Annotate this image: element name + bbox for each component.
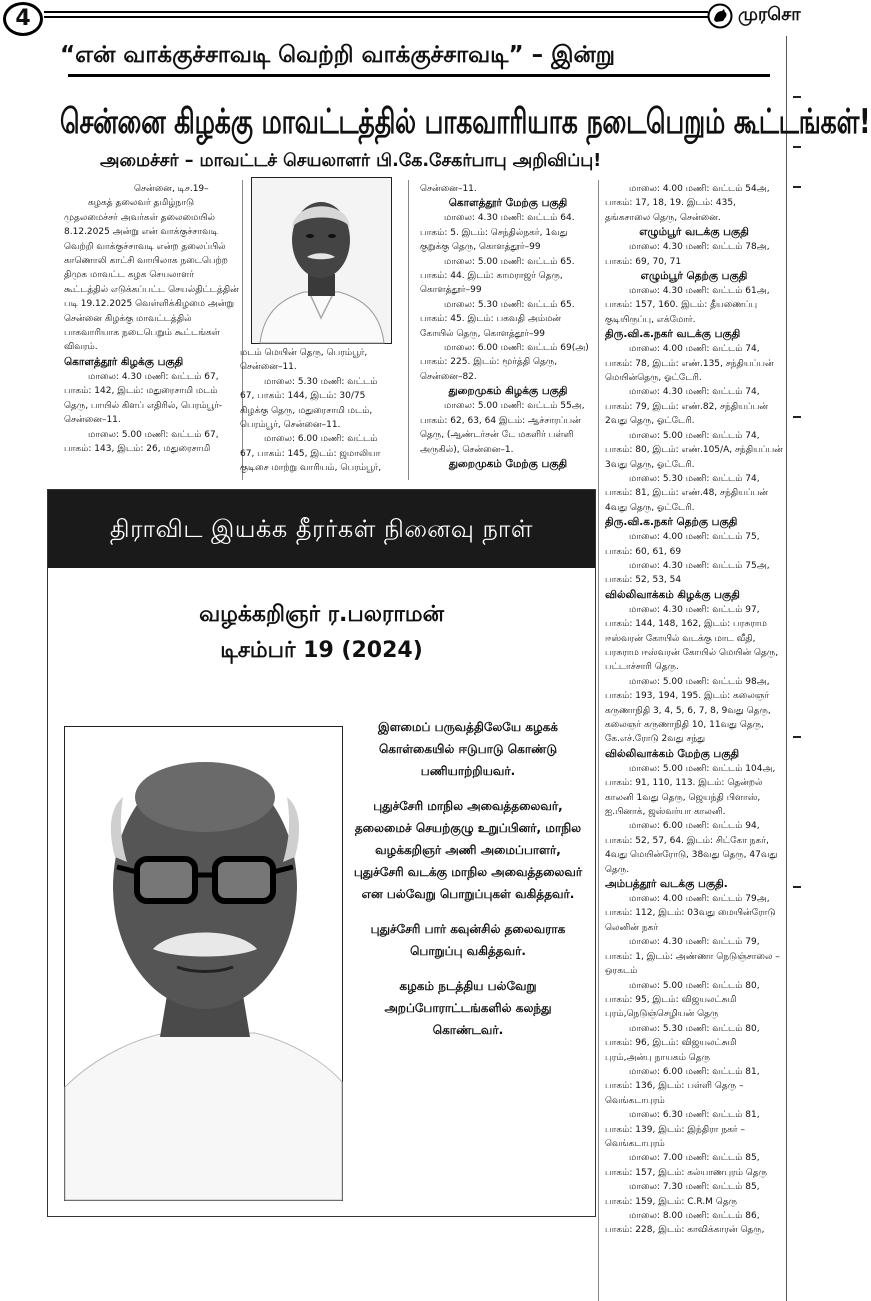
schedule-entry: மாலை: 5.00 மணி: வட்டம் 80, பாகம்: 95, இடம்: விஜயலட்சுமி புரம்,நெடுஞ்செழியன் தெரு <box>605 980 760 1020</box>
section-heading: கொளத்தூர் கிழக்கு பகுதி <box>64 355 184 368</box>
section-heading: வில்லிவாக்கம் கிழக்கு பகுதி <box>605 588 740 601</box>
memorial-biography <box>353 716 583 1054</box>
schedule-entry: மாலை: 4.30 மணி: வட்டம் 78அ, பாகம்: 69, 70, 71 <box>605 242 770 267</box>
sub-headline: அமைச்சர் – மாவட்டச் செயலாளர் பி.கே.சேகர்பாபு அறிவிப்பு! <box>100 151 602 171</box>
schedule-entry: மாலை: 4.00 மணி: வட்டம் 74, பாகம்: 78, இடம்: எண்.135, சந்தியப்பன் மெயின்தெரு, ஓட்டேரி. <box>605 344 774 384</box>
schedule-entry: மாலை: 5.30 மணி: வட்டம் 65. பாகம்: 45. இடம்: பகவதி அம்மன் கோயில் தெரு, கொளத்தூர்–99 <box>420 299 575 339</box>
masthead-title: முரசொ <box>738 4 801 25</box>
schedule-entry: மாலை: 6.00 மணி: வட்டம் 94, பாகம்: 52, 57, 64. இடம்: சிட்கோ நகர், 4வது மெயின்ரோடு, 38வது தெரு, 47வது தெரு. <box>605 821 778 875</box>
schedule-entry: மாலை: 6.30 மணி: வட்டம் 81, பாகம்: 139, இடம்: இந்திரா நகர் – வெங்கடாபுரம் <box>605 1110 760 1149</box>
section-heading: அம்பத்தூர் வடக்கு பகுதி. <box>605 878 728 891</box>
article-intro: கழகத் தலைவர் தமிழ்நாடு முதலமைச்சர் அவர்கள் தலைமையில் 8.12.2025 அன்று என் வாக்குச்சாவடி வெற்றி வாக்குச்சாவடி என்ற தலைப்பில் காணொலி காட்சி வாயிலாக நடைபெற்ற திமுக மாவட்ட கழக செயலாளர் கூட்டத்தில் எடுக்கப்பட்ட செயல்திட்டத்தின் படி 19.12.2025 வெள்ளிக்கிழமை அன்று சென்னை கிழக்கு மாவட்டத்தில் பாகவாரியாக நடைபெறும் கூட்டங்கள் விவரம். <box>64 198 239 353</box>
schedule-entry: மாலை: 5.00 மணி: வட்டம் 55அ, பாகம்: 62, 63, 64 இடம்: ஆச்சாரப்பன் தெரு, (ஆண்டர்சன் டே மகளிர் பள்ளி அருகில்), சென்னை–1. <box>420 401 585 455</box>
schedule-entry: மாலை: 5.00 மணி: வட்டம் 104அ, பாகம்: 91, 110, 113. இடம்: தென்றல் காலனி 1வது தெரு, ஜெயந்தி பிளாஸ், ஐ.பினாக், ஜஸ்வர்யா காலனி. <box>605 763 776 818</box>
page-header <box>0 0 800 34</box>
schedule-entry: மாலை: 5.30 மணி: வட்டம் 80, பாகம்: 96, இடம்: விஜயலட்சுமி புரம்,அன்பு நாயகம் தெரு <box>605 1023 760 1063</box>
news-column-4 <box>605 182 783 1301</box>
section-heading: திரு.வி.க.நகர் வடக்கு பகுதி <box>605 328 741 341</box>
header-rule <box>44 11 708 13</box>
schedule-entry: மாலை: 8.00 மணி: வட்டம் 86, பாகம்: 228, இடம்: காவிக்காரன் தெரு, <box>605 1211 765 1236</box>
page-number: 4 <box>3 2 43 36</box>
section-heading: எழும்பூர் தெற்கு பகுதி <box>640 270 748 283</box>
section-heading: துறைமுகம் கிழக்கு பகுதி <box>448 385 568 398</box>
news-column-3 <box>420 182 596 478</box>
schedule-entry: மாலை: 6.00 மணி: வட்டம் 81, பாகம்: 136, இடம்: பள்ளி தெரு – வெங்கடாபுரம் <box>605 1066 760 1106</box>
schedule-entry: மாலை: 5.00 மணி: வட்டம் 98அ, பாகம்: 193, 194, 195. இடம்: கலைஞர் கருணாநிதி 3, 4, 5, 6, 7, 8, 9வது தெரு, கலைஞர் கருணாநிதி 10, 11வது தெரு, கே.எச்.ரோடு 2வது சந்து <box>605 676 771 745</box>
schedule-entry: மாலை: 5.00 மணி: வட்டம் 65. பாகம்: 44. இடம்: காமராஜர் தெரு, கொளத்தூர்–99 <box>420 256 575 296</box>
schedule-entry: மாலை: 5.30 மணி: வட்டம் 67, பாகம்: 144, இடம்: 30/75 கிழக்கு தெரு, மதுரைசாமி மடம், பெரம்பூர், சென்னை–11. <box>240 376 378 431</box>
schedule-entry: மாலை: 7.00 மணி: வட்டம் 85, பாகம்: 157, இடம்: கல்யாணபுரம் தெரு <box>605 1153 767 1178</box>
main-headline: சென்னை கிழக்கு மாவட்டத்தில் பாகவாரியாக நடைபெறும் கூட்டங்கள்! <box>60 102 871 142</box>
memorial-title-band: திராவிட இயக்க தீரர்கள் நினைவு நாள் <box>48 490 595 568</box>
memorial-paragraph: புதுச்சேரி மாநில அவைத்தலைவர், தலைமைச் செயற்குழு உறுப்பினர், மாநில வழக்கறிஞர் அணி அமைப்பாளர், புதுச்சேரி வடக்கு மாநில அவைத்தலைவர் என பல்வேறு பொறுப்புகள் வகித்தவர். <box>353 799 583 901</box>
memorial-paragraph: கழகம் நடத்திய பல்வேறு அறப்போராட்டங்களில் கலந்து கொண்டவர். <box>384 979 552 1037</box>
schedule-continuation: மடம் மெயின் தெரு, பெரம்பூர், சென்னை–11. <box>240 348 368 373</box>
schedule-entry: மாலை: 4.30 மணி: வட்டம் 67, பாகம்: 142, இடம்: மதுரைசாமி மடம் தெரு, பாயில் கிளப் எதிரில், பெரம்பூர்- சென்னை–11. <box>64 371 223 426</box>
schedule-continuation: சென்னை–11. <box>420 184 477 194</box>
memorial-date: டிசம்பர் 19 (2024) <box>220 638 423 663</box>
minister-photo <box>251 177 392 344</box>
schedule-entry: மாலை: 6.00 மணி: வட்டம் 67, பாகம்: 145, இடம்: ஜமாலியா குடிசை மாற்று வாரியம், பெரம்பூர், <box>240 434 382 474</box>
section-heading: கொளத்தூர் மேற்கு பகுதி <box>448 197 568 210</box>
schedule-entry: மாலை: 6.00 மணி: வட்டம் 69(அ) பாகம்: 225. இடம்: மூர்த்தி தெரு, சென்னை–82. <box>420 343 589 382</box>
header-rule <box>44 16 708 18</box>
kicker-headline: “என் வாக்குச்சாவடி வெற்றி வாக்குச்சாவடி” – இன்று <box>60 42 615 68</box>
schedule-entry: மாலை: 4.00 மணி: வட்டம் 79அ, பாகம்: 112, இடம்: 03வது மையின்ரோடு லெனின் நகர் <box>605 894 776 933</box>
schedule-entry: மாலை: 4.30 மணி: வட்டம் 79, பாகம்: 1, இடம்: அண்ணா நெடுஞ்சாலை – ஒரகடம் <box>605 937 780 977</box>
schedule-entry: மாலை: 5.00 மணி: வட்டம் 74, பாகம்: 80, இடம்: எண்.105/A, சந்தியப்பன் 3வது தெரு, ஓட்டேரி. <box>605 430 783 470</box>
kicker-underline <box>68 74 770 77</box>
schedule-entry: மாலை: 5.30 மணி: வட்டம் 74, பாகம்: 81, இடம்: எண்.48, சந்தியப்பன் 4வது தெரு, ஓட்டேரி. <box>605 473 768 513</box>
schedule-entry: மாலை: 4.00 மணி: வட்டம் 75, பாகம்: 60, 61, 69 <box>605 532 760 557</box>
section-heading: வில்லிவாக்கம் மேற்கு பகுதி <box>605 747 740 760</box>
schedule-entry: மாலை: 7.30 மணி: வட்டம் 85, பாகம்: 159, இடம்: C.R.M தெரு <box>605 1182 760 1207</box>
memorial-paragraph: புதுச்சேரி பார் கவுன்சில் தலைவராக பொறுப்பு வகித்தவர். <box>370 922 566 958</box>
schedule-entry: மாலை: 4.30 மணி: வட்டம் 61அ, பாகம்: 157, 160. இடம்: தீயணைப்பு குடியிருப்பு, எக்மோர். <box>605 286 770 325</box>
section-heading: துறைமுகம் மேற்கு பகுதி <box>448 457 568 470</box>
news-column-2 <box>240 346 390 478</box>
rooster-emblem-icon <box>707 3 733 29</box>
column-rule <box>598 180 599 1301</box>
memorial-paragraph: இளமைப் பருவத்திலேயே கழகக் கொள்கையில் ஈடுபாடு கொண்டு பணியாற்றியவர். <box>378 720 558 778</box>
schedule-entry: மாலை: 4.30 மணி: வட்டம் 75அ, பாகம்: 52, 53, 54 <box>605 560 770 586</box>
schedule-entry: மாலை: 4.30 மணி: வட்டம் 97, பாகம்: 144, 148, 162, இடம்: பரசுராம ஈஸ்வரன் கோயில் வடக்கு மாட வீதி, பரசுராம ஈஸ்வரன் கோயில் மெயின் தெரு, பட்டாச்சாரி தெரு. <box>605 604 779 673</box>
section-heading: எழும்பூர் வடக்கு பகுதி <box>639 226 749 239</box>
memorial-notice <box>47 489 596 1217</box>
schedule-entry: மாலை: 4.30 மணி: வட்டம் 64. பாகம்: 5. இடம்: செந்தில்நகர், 1வது குறுக்கு தெரு, கொளத்தூர்–99 <box>420 213 575 253</box>
schedule-entry: மாலை: 4.00 மணி: வட்டம் 54அ, பாகம்: 17, 18, 19. இடம்: 435, தங்கசாலை தெரு, சென்னை. <box>605 184 770 223</box>
schedule-entry: மாலை: 4.30 மணி: வட்டம் 74, பாகம்: 79, இடம்: எண்.82, சந்தியப்பன் 2வது தெரு, ஓட்டேரி. <box>605 387 768 427</box>
column-rule <box>408 180 409 480</box>
section-heading: திரு.வி.க.நகர் தெற்கு பகுதி <box>605 516 738 529</box>
schedule-entry: மாலை: 5.00 மணி: வட்டம் 67, பாகம்: 143, இடம்: 26, மதுரைசாமி <box>64 429 219 454</box>
adjacent-column-edge <box>786 36 801 1301</box>
dateline: சென்னை, டிச.19– <box>134 184 209 194</box>
memorial-person-name: வழக்கறிஞர் ர.பலராமன் <box>199 602 444 627</box>
news-column-1 <box>64 182 240 478</box>
memorial-portrait <box>64 726 343 1201</box>
